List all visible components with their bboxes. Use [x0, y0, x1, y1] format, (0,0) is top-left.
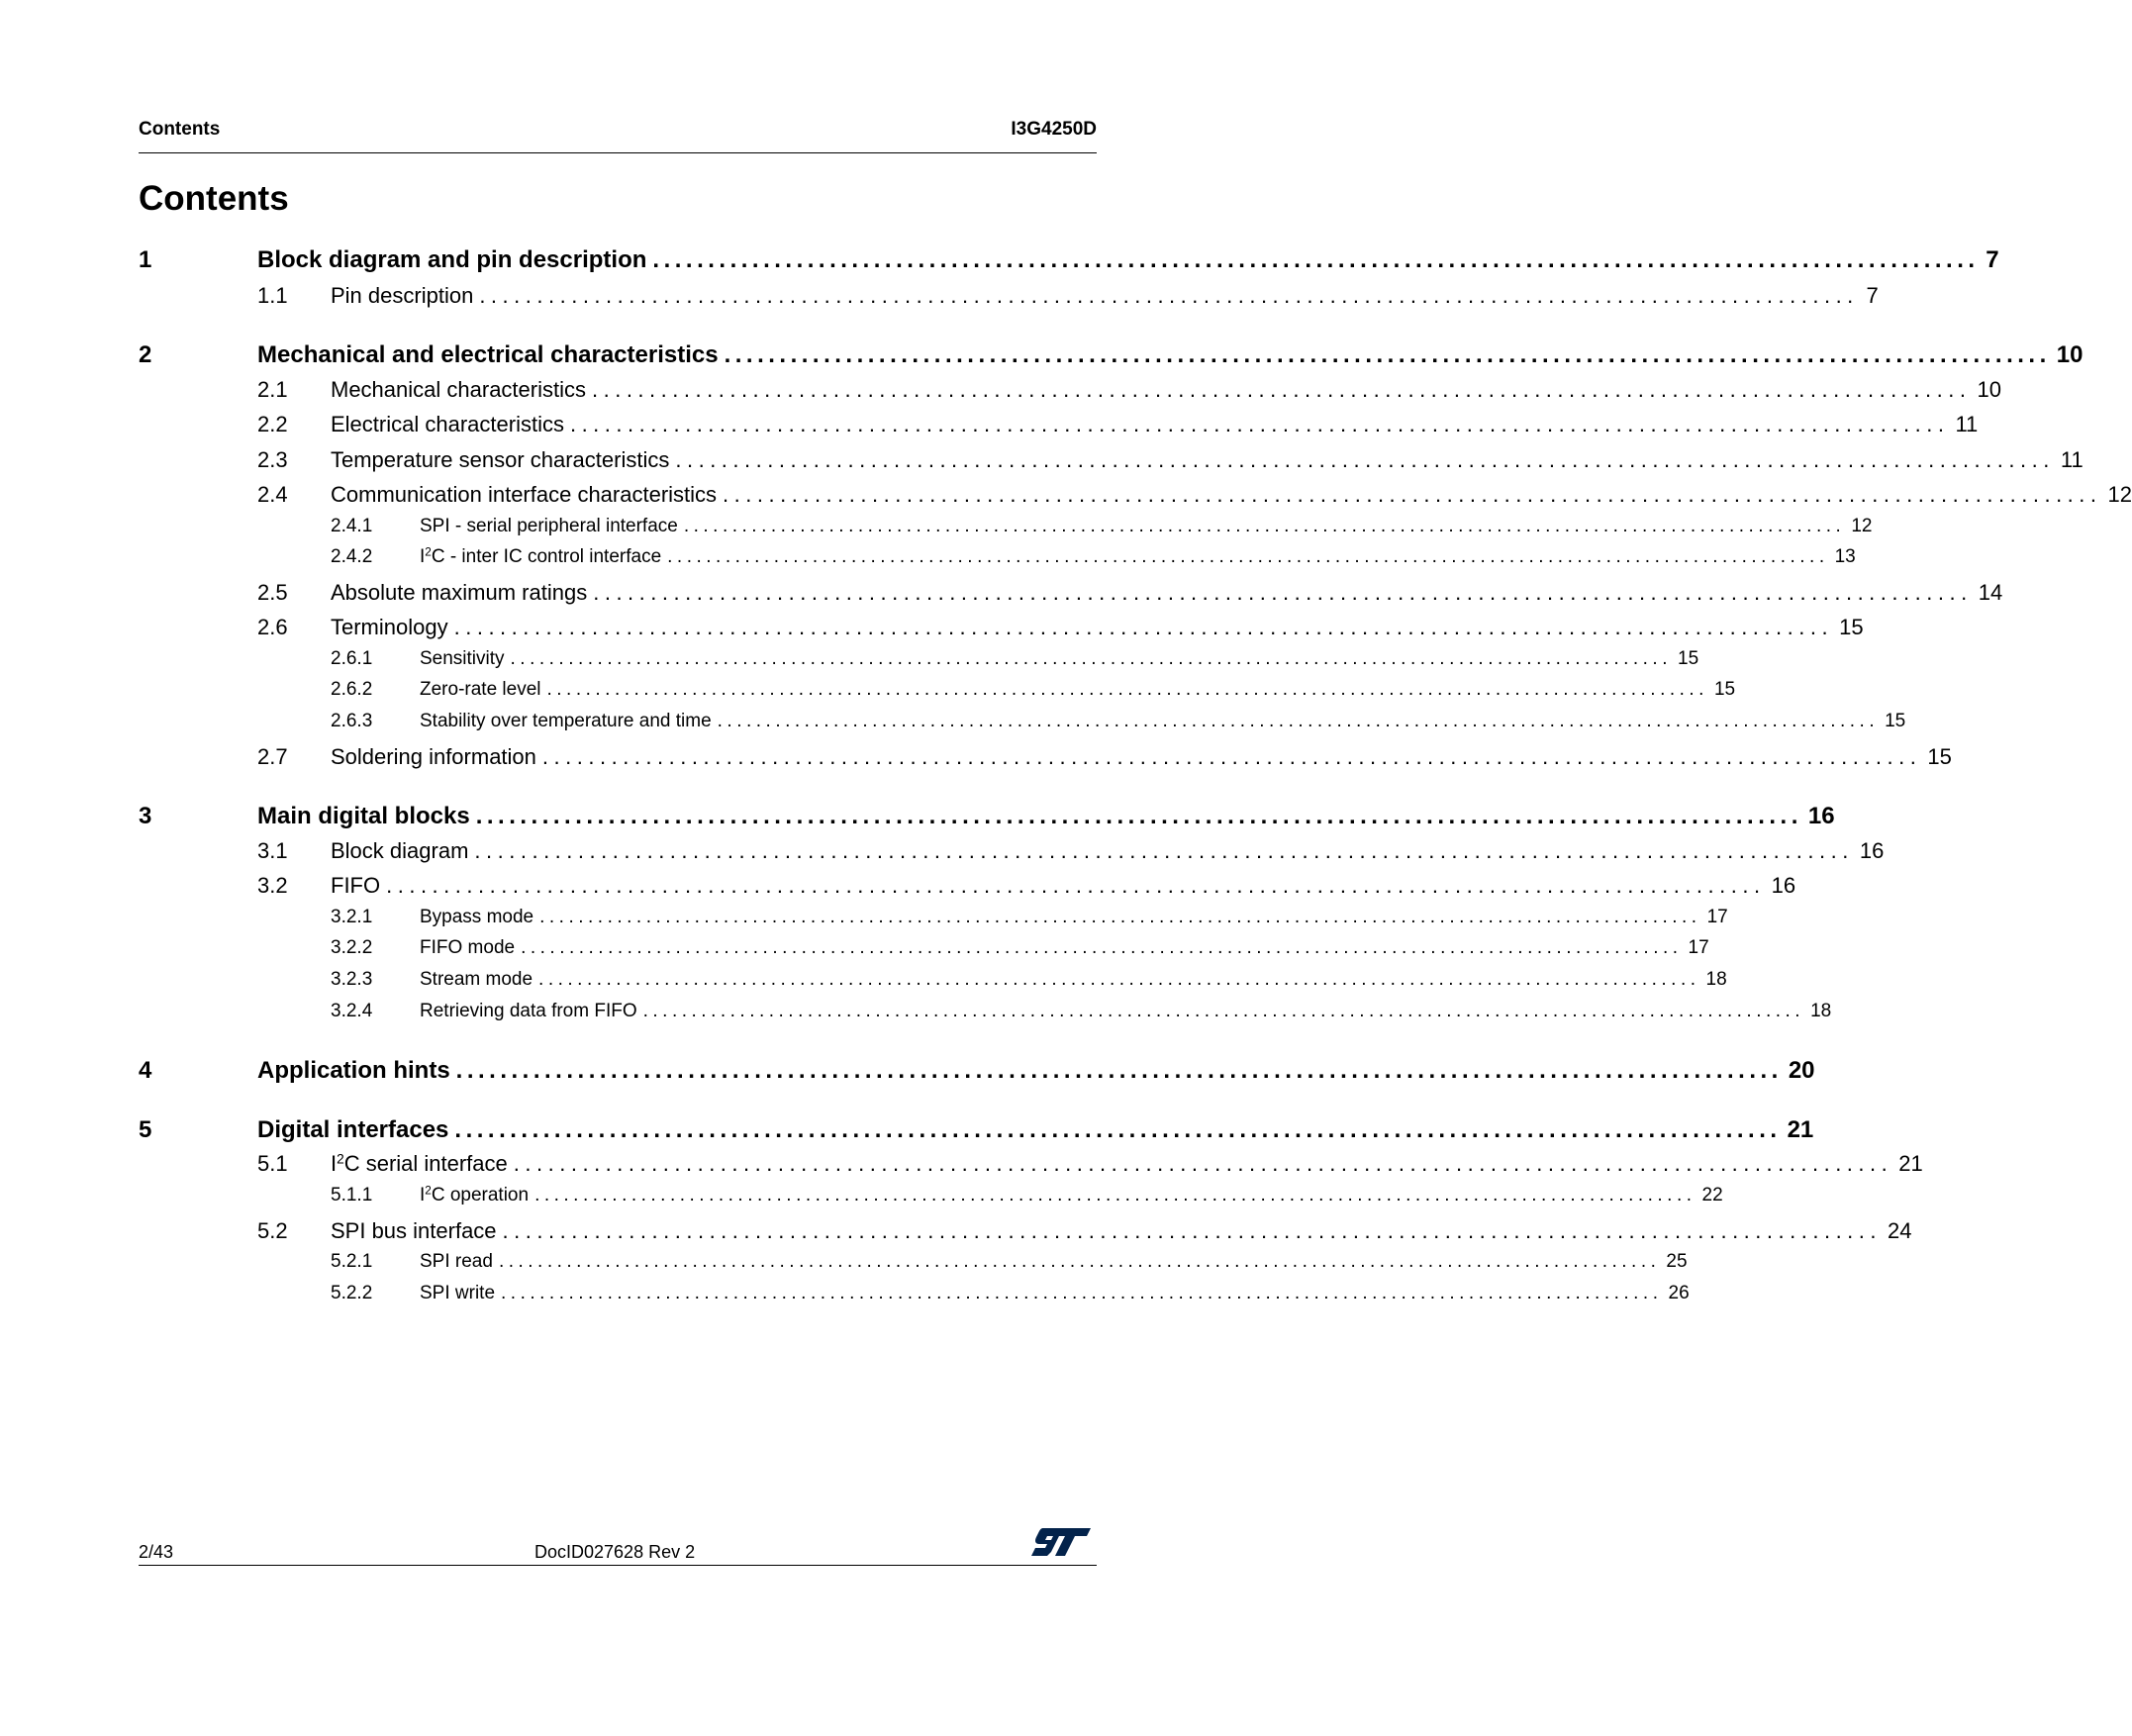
- toc-entry[interactable]: [139, 447, 2084, 475]
- toc-entry-title: Temperature sensor characteristics: [331, 447, 670, 472]
- toc-dot-leader: ........................................................................................................................: [723, 482, 2102, 507]
- toc-entry-title-superscript: 2: [337, 1151, 344, 1167]
- toc-entry-page: 16: [1771, 873, 1796, 898]
- toc-entry-title: Mechanical and electrical characteristics: [257, 341, 719, 368]
- toc-entry-title-superscript: 2: [425, 545, 432, 559]
- toc-entry-number: 2.4: [257, 482, 288, 507]
- toc-entry-title: Sensitivity: [420, 648, 505, 669]
- header-section-label: Contents: [139, 119, 221, 140]
- toc-dot-leader: ........................................................................................................................: [667, 546, 1829, 567]
- toc-entry-page: 14: [1978, 580, 2003, 605]
- toc-dot-leader: ........................................................................................................................: [569, 412, 1950, 436]
- toc-entry-number: 2.7: [257, 744, 288, 769]
- toc-entry[interactable]: [139, 803, 1835, 832]
- toc-entry[interactable]: [139, 1116, 1814, 1146]
- toc-entry[interactable]: [139, 412, 1979, 439]
- toc-entry[interactable]: [139, 580, 2003, 608]
- toc-entry-page: 21: [1898, 1151, 1923, 1176]
- toc-entry-number: 2.1: [257, 377, 288, 402]
- toc-entry[interactable]: [139, 377, 2001, 405]
- toc-entry-page: 24: [1888, 1218, 1912, 1243]
- toc-entry[interactable]: [139, 1001, 1832, 1024]
- toc-entry[interactable]: [139, 246, 1999, 276]
- toc-entry-number: 3.2.2: [331, 937, 373, 958]
- toc-dot-leader: ........................................................................................................................: [454, 1116, 1782, 1143]
- toc-entry-title: SPI - serial peripheral interface: [420, 516, 678, 536]
- toc-entry[interactable]: [139, 907, 1728, 930]
- toc-entry-page: 17: [1688, 937, 1709, 958]
- toc-entry-number: 3: [139, 803, 152, 829]
- st-logo-icon: [1029, 1524, 1093, 1560]
- toc-entry-page: 21: [1787, 1116, 1814, 1143]
- toc-entry-number: 3.2.4: [331, 1001, 373, 1021]
- toc-entry-page: 17: [1706, 907, 1728, 927]
- toc-entry-title: Stability over temperature and time: [420, 711, 712, 731]
- toc-entry-title: SPI write: [420, 1283, 496, 1303]
- toc-dot-leader: ........................................................................................................................: [539, 907, 1701, 927]
- toc-entry-title: [420, 1185, 529, 1206]
- toc-entry[interactable]: [139, 482, 2132, 510]
- footer-doc-id: DocID027628 Rev 2: [534, 1542, 696, 1562]
- toc-entry-number: 5: [139, 1116, 152, 1143]
- toc-entry-page: 12: [2107, 482, 2132, 507]
- toc-entry[interactable]: [139, 838, 1885, 866]
- toc-dot-leader: ........................................................................................................................: [455, 1057, 1783, 1084]
- toc-entry-page: 13: [1834, 546, 1856, 567]
- toc-entry-page: 18: [1810, 1001, 1832, 1021]
- toc-entry-title: Application hints: [257, 1057, 450, 1084]
- toc-entry[interactable]: [139, 1283, 1690, 1306]
- toc-entry-page: 15: [1885, 711, 1906, 731]
- toc-entry-title: Terminology: [331, 615, 448, 639]
- toc-entry-title: Digital interfaces: [257, 1116, 449, 1143]
- toc-dot-leader: ........................................................................................................................: [453, 615, 1834, 639]
- toc-entry-number: 5.1.1: [331, 1185, 373, 1206]
- toc-entry[interactable]: [139, 969, 1727, 993]
- toc-entry-title-text: C operation: [431, 1185, 530, 1206]
- toc-entry-page: 11: [2060, 447, 2084, 472]
- toc-entry-page: 25: [1666, 1251, 1688, 1272]
- toc-dot-leader: ........................................................................................................................: [521, 937, 1683, 958]
- toc-entry-title: Electrical characteristics: [331, 412, 564, 436]
- toc-entry-number: 1: [139, 246, 152, 273]
- toc-entry-number: 3.1: [257, 838, 288, 863]
- toc-dot-leader: ........................................................................................................................: [591, 377, 1972, 402]
- toc-entry-title: Block diagram: [331, 838, 469, 863]
- toc-dot-leader: ........................................................................................................................: [593, 580, 1973, 605]
- toc-entry-page: 12: [1851, 516, 1873, 536]
- toc-entry-title: Retrieving data from FIFO: [420, 1001, 637, 1021]
- toc-entry[interactable]: [139, 615, 1864, 642]
- toc-entry-number: 3.2.3: [331, 969, 373, 990]
- toc-entry-title-prefix: I: [331, 1151, 338, 1176]
- toc-entry-title-prefix: I: [420, 1185, 426, 1206]
- toc-entry[interactable]: [139, 873, 1796, 901]
- toc-entry-page: 7: [1866, 283, 1879, 308]
- toc-entry-page: 16: [1859, 838, 1885, 863]
- toc-entry-title-superscript: 2: [425, 1184, 432, 1198]
- toc-dot-leader: ........................................................................................................................: [513, 1151, 1893, 1176]
- toc-entry-title: Stream mode: [420, 969, 533, 990]
- toc-entry-number: 2.6: [257, 615, 288, 639]
- toc-entry-title-prefix: I: [420, 546, 426, 567]
- toc-dot-leader: ........................................................................................................................: [386, 873, 1766, 898]
- toc-entry[interactable]: [139, 1251, 1688, 1275]
- toc-dot-leader: ........................................................................................................................: [538, 969, 1700, 990]
- toc-entry-number: 2.2: [257, 412, 288, 436]
- toc-entry-page: 7: [1986, 246, 1999, 273]
- toc-entry-page: 18: [1705, 969, 1727, 990]
- toc-entry[interactable]: [139, 711, 1906, 734]
- toc-entry-title: Block diagram and pin description: [257, 246, 647, 273]
- toc-entry[interactable]: [139, 516, 1873, 539]
- toc-dot-leader: ........................................................................................................................: [541, 744, 1922, 769]
- toc-entry[interactable]: [139, 1184, 1723, 1208]
- toc-entry-title: [420, 546, 661, 568]
- toc-entry-title: Zero-rate level: [420, 679, 541, 700]
- toc-dot-leader: ........................................................................................................................: [683, 516, 1846, 536]
- toc-entry[interactable]: [139, 648, 1699, 672]
- toc-dot-leader: ........................................................................................................................: [502, 1218, 1883, 1243]
- toc-dot-leader: ........................................................................................................................: [675, 447, 2055, 472]
- toc-entry[interactable]: [139, 283, 1879, 311]
- toc-entry[interactable]: [139, 545, 1856, 570]
- toc-entry-title-text: C - inter IC control interface: [431, 546, 662, 567]
- toc-entry-page: 10: [2056, 341, 2084, 368]
- toc-entry[interactable]: [139, 937, 1709, 961]
- toc-entry-number: 4: [139, 1057, 152, 1084]
- toc-dot-leader: ........................................................................................................................: [474, 838, 1854, 863]
- toc-entry-number: 2.4.1: [331, 516, 373, 536]
- toc-entry-page: 15: [1839, 615, 1864, 639]
- toc-entry-page: 26: [1668, 1283, 1690, 1303]
- toc-entry-title: Mechanical characteristics: [331, 377, 586, 402]
- toc-entry-page: 15: [1927, 744, 1952, 769]
- toc-dot-leader: ........................................................................................................................: [498, 1251, 1661, 1272]
- toc-dot-leader: ........................................................................................................................: [534, 1185, 1696, 1206]
- toc-entry-title: Pin description: [331, 283, 474, 308]
- toc-entry[interactable]: [139, 744, 1952, 772]
- toc-dot-leader: ........................................................................................................................: [475, 803, 1802, 829]
- toc-entry-title: Communication interface characteristics: [331, 482, 718, 507]
- toc-entry-number: 2.5: [257, 580, 288, 605]
- toc-dot-leader: ........................................................................................................................: [479, 283, 1859, 308]
- toc-entry-number: 2: [139, 341, 152, 368]
- page-title: Contents: [139, 179, 289, 218]
- toc-entry[interactable]: [139, 1218, 1912, 1246]
- toc-entry-number: 2.6.1: [331, 648, 373, 669]
- toc-entry-title: Bypass mode: [420, 907, 534, 927]
- toc-entry-number: 1.1: [257, 283, 288, 308]
- toc-entry-number: 5.2.2: [331, 1283, 373, 1303]
- toc-entry-title: SPI bus interface: [331, 1218, 497, 1243]
- toc-entry-page: 16: [1807, 803, 1835, 829]
- toc-entry-number: 2.6.2: [331, 679, 373, 700]
- toc-entry-number: 3.2.1: [331, 907, 373, 927]
- toc-entry-title: FIFO mode: [420, 937, 516, 958]
- toc-entry-number: 3.2: [257, 873, 288, 898]
- toc-entry-page: 22: [1701, 1185, 1723, 1206]
- toc-dot-leader: ........................................................................................................................: [510, 648, 1672, 669]
- toc-entry[interactable]: [139, 679, 1736, 703]
- footer-divider: [139, 1565, 1097, 1566]
- toc-entry-title-text: C serial interface: [343, 1151, 508, 1176]
- toc-entry[interactable]: [139, 1151, 1923, 1179]
- toc-entry[interactable]: [139, 341, 2084, 371]
- toc-entry-number: 5.2.1: [331, 1251, 373, 1272]
- toc-entry-number: 5.1: [257, 1151, 288, 1176]
- toc-dot-leader: ........................................................................................................................: [717, 711, 1880, 731]
- toc-dot-leader: ........................................................................................................................: [642, 1001, 1805, 1021]
- toc-entry-page: 11: [1955, 412, 1979, 436]
- toc-dot-leader: ........................................................................................................................: [724, 341, 2051, 368]
- toc-entry-number: 2.4.2: [331, 546, 373, 567]
- toc-entry-number: 2.6.3: [331, 711, 373, 731]
- toc-entry-title: Absolute maximum ratings: [331, 580, 588, 605]
- toc-entry-title: Main digital blocks: [257, 803, 470, 829]
- toc-entry-number: 5.2: [257, 1218, 288, 1243]
- header-divider: [139, 152, 1097, 153]
- toc-entry-page: 15: [1678, 648, 1699, 669]
- toc-entry-title: FIFO: [331, 873, 381, 898]
- toc-dot-leader: ........................................................................................................................: [652, 246, 1980, 273]
- toc-entry-title: [331, 1151, 508, 1177]
- toc-entry-title: Soldering information: [331, 744, 536, 769]
- toc-entry[interactable]: [139, 1057, 1815, 1087]
- toc-entry-page: 15: [1713, 679, 1736, 700]
- toc-entry-title: SPI read: [420, 1251, 493, 1272]
- toc-entry-number: 2.3: [257, 447, 288, 472]
- toc-entry-page: 10: [1977, 377, 2001, 402]
- footer-page-number: 2/43: [139, 1542, 174, 1562]
- header-product-name: I3G4250D: [1011, 119, 1097, 140]
- toc-dot-leader: ........................................................................................................................: [546, 679, 1708, 700]
- toc-dot-leader: ........................................................................................................................: [501, 1283, 1663, 1303]
- toc-entry-page: 20: [1788, 1057, 1815, 1084]
